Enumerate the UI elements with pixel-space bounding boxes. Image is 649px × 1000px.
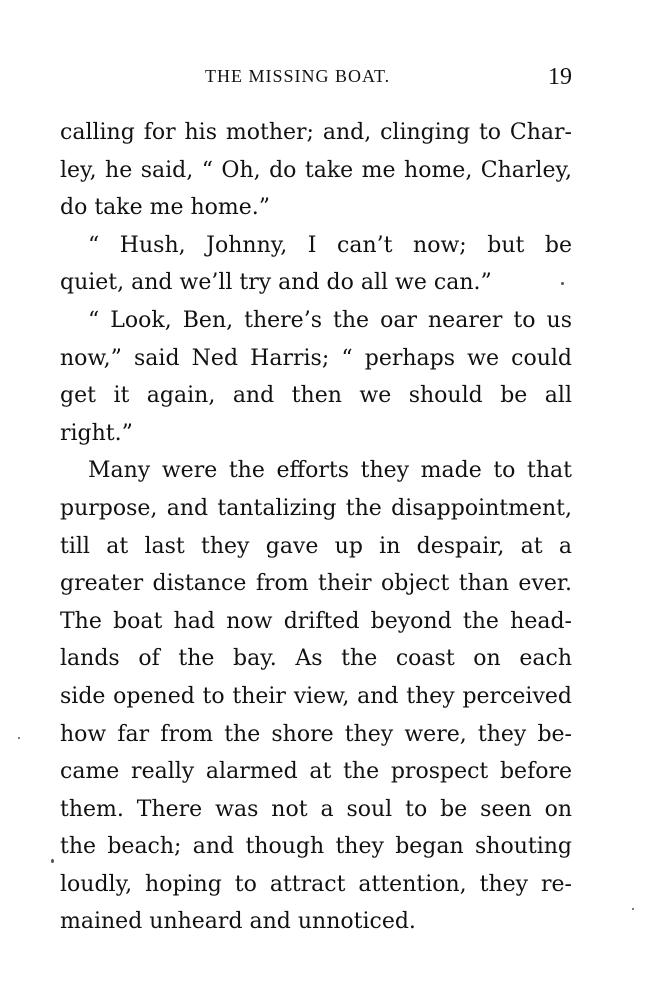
- text-line: ley, he said, “ Oh, do take me home, Charley,: [60, 157, 572, 183]
- text-line: “ Look, Ben, there’s the oar nearer to us: [88, 307, 572, 333]
- page-header: [60, 64, 572, 94]
- text-line: the beach; and though they began shouting: [60, 834, 572, 860]
- text-line: loudly, hoping to attract attention, they re-: [60, 871, 572, 897]
- text-line: quiet, and we’ll try and do all we can.”: [60, 270, 492, 296]
- text-line: greater distance from their object than ever.: [60, 571, 572, 597]
- text-line: them. There was not a soul to be seen on: [60, 796, 572, 822]
- print-speck: [561, 282, 564, 285]
- text-line: came really alarmed at the prospect before: [60, 759, 572, 785]
- text-line: do take me home.”: [60, 195, 271, 221]
- text-line: till at last they gave up in despair, at a: [60, 533, 572, 559]
- text-line: purpose, and tantalizing the disappointment,: [60, 495, 572, 521]
- text-line: now,” said Ned Harris; “ perhaps we could: [60, 345, 572, 371]
- print-speck: [18, 737, 20, 739]
- text-line: mained unheard and unnoticed.: [60, 909, 416, 935]
- text-line: “ Hush, Johnny, I can’t now; but be: [88, 232, 572, 258]
- page-number: 19: [548, 64, 572, 90]
- text-line: side opened to their view, and they perceived: [60, 683, 572, 709]
- text-line: lands of the bay. As the coast on each: [60, 646, 572, 672]
- print-speck: [632, 908, 634, 910]
- text-line: Many were the efforts they made to that: [88, 458, 572, 484]
- text-line: calling for his mother; and, clinging to Char-: [60, 120, 572, 145]
- body-text: [60, 114, 572, 941]
- print-speck: [51, 859, 54, 863]
- text-line: get it again, and then we should be all: [60, 383, 572, 409]
- text-line: right.”: [60, 420, 133, 446]
- running-head: THE MISSING BOAT.: [205, 66, 391, 86]
- text-line: how far from the shore they were, they be-: [60, 721, 572, 747]
- text-line: The boat had now drifted beyond the head-: [60, 608, 572, 634]
